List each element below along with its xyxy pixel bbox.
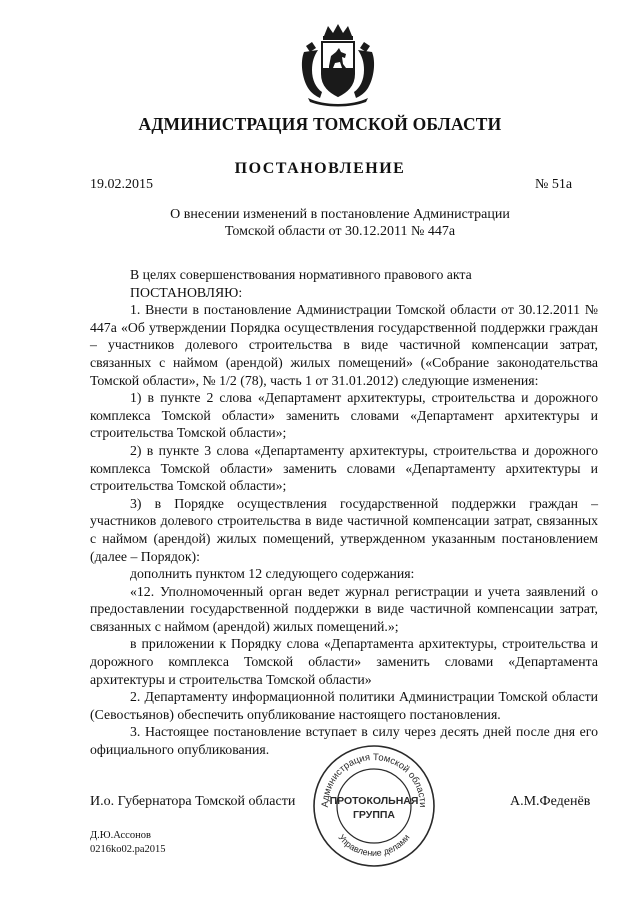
document-type: ПОСТАНОВЛЕНИЕ xyxy=(234,160,406,177)
stamp-center-line-1: ПРОТОКОЛЬНАЯ xyxy=(329,795,419,807)
resolve-heading: ПОСТАНОВЛЯЮ: xyxy=(130,284,243,300)
organization-title: АДМИНИСТРАЦИЯ ТОМСКОЙ ОБЛАСТИ xyxy=(138,114,502,134)
paragraph-2: 2. Департаменту информационной политики Администрации Томской области (Севостьянов) обеспечить опубликование настоящего постановления. xyxy=(90,689,598,722)
paragraph-1-2: 2) в пункте 3 слова «Департаменту архитектуры, строительства и дорожного комплекса Томской области» заменить словами «Департаменту архитектуры и строительства Томской области»; xyxy=(90,442,598,494)
paragraph-1-3: 3) в Порядке осуществления государственной поддержки граждан – участников долевого строительства в виде частичной компенсации затрат, связанных с наймом (арендой) жилых помещений, утвержденном указанным постановлением (далее – Порядок): xyxy=(90,495,598,564)
paragraph-1-1: 1) в пункте 2 слова «Департамент архитектуры, строительства и дорожного комплекса Томской области» заменить словами «Департамент архитектуры и строительства Томской области»; xyxy=(90,390,598,441)
tomsk-region-coat-of-arms-icon xyxy=(298,22,378,108)
document-subject xyxy=(150,206,530,240)
official-stamp-icon xyxy=(310,742,438,870)
stamp-center-line-2: ГРУППА xyxy=(352,809,396,821)
subject-line-1: О внесении изменений в постановление Администрации xyxy=(170,207,510,222)
paragraph-3: 3. Настоящее постановление вступает в силу через десять дней после дня его официального опубликования. xyxy=(90,724,598,758)
signer-position: И.о. Губернатора Томской области xyxy=(90,794,296,809)
paragraph-1-3-c: в приложении к Порядку слова «Департамента архитектуры, строительства и дорожного комплекса Томской области» заменить словами «Департамента архитектуры и строительства Томской области» xyxy=(90,636,598,687)
document-date: 19.02.2015 xyxy=(90,177,153,192)
signer-name: А.М.Феденёв xyxy=(510,794,591,809)
executor-info xyxy=(90,829,166,857)
document-body xyxy=(90,266,598,759)
stamp-bottom-text: Управление делами xyxy=(336,832,412,859)
paragraph-1: 1. Внести в постановление Администрации Томской области от 30.12.2011 № 447а «Об утверждении Порядка осуществления государственной поддержки граждан – участников долевого строительства в виде частичной компенсации затрат, связанных с наймом (арендой) жилых помещений» («Собрание законодательства Томской области», № 1/2 (78), часть 1 от 31.01.2012) следующие изменения: xyxy=(90,302,598,388)
paragraph-1-3-b: «12. Уполномоченный орган ведет журнал регистрации и учета заявлений о предоставлении государственной поддержки в виде частичной компенсации затрат, связанных с наймом (арендой) жилых помещений.»; xyxy=(90,583,598,634)
executor-name: Д.Ю.Ассонов xyxy=(90,830,151,841)
stamp-ring-text: Администрация Томской области xyxy=(319,751,429,808)
paragraph-1-3-a: дополнить пунктом 12 следующего содержания: xyxy=(130,566,415,582)
subject-line-2: Томской области от 30.12.2011 № 447а xyxy=(224,224,456,239)
preamble: В целях совершенствования нормативного правового акта xyxy=(130,267,472,282)
executor-code: 0216ko02.pa2015 xyxy=(90,844,166,855)
document-number: № 51а xyxy=(535,177,573,192)
